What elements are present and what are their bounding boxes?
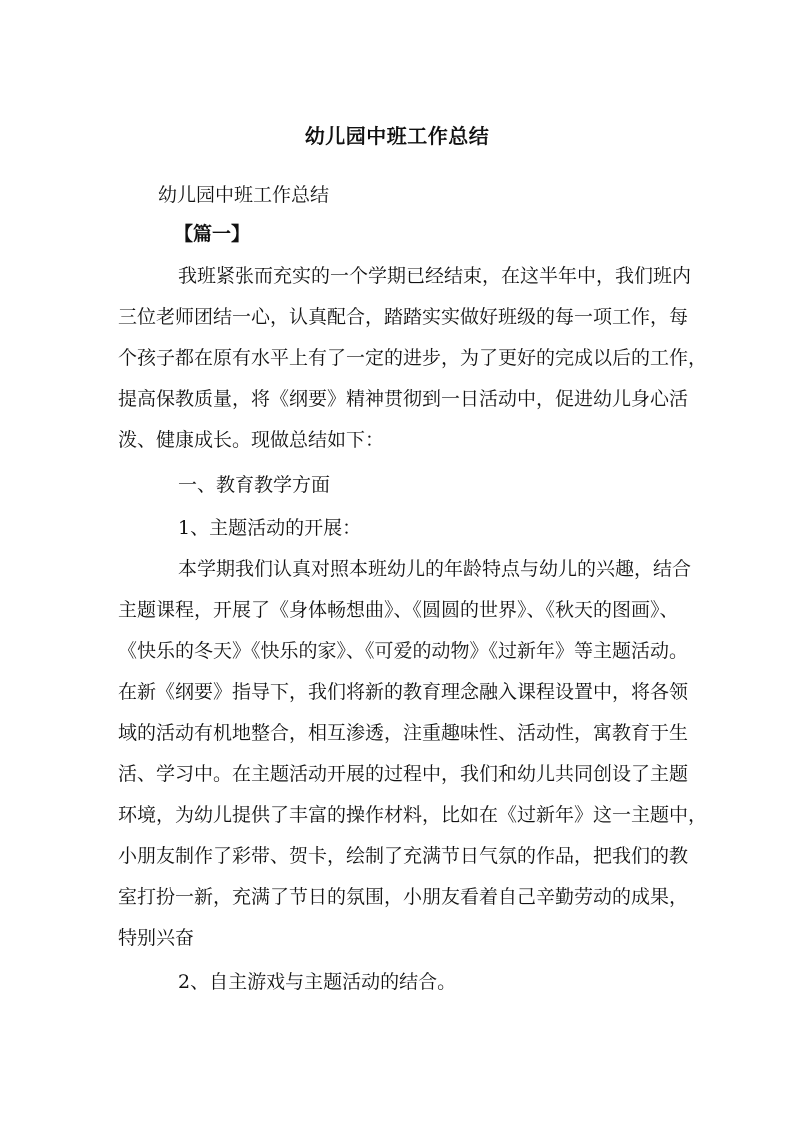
para-line-2: 主题课程，开展了《身体畅想曲》、《圆圆的世界》、《秋天的图画》、: [118, 599, 679, 621]
para-line-8: 小朋友制作了彩带、贺卡，绘制了充满节日气氛的作品，把我们的教: [118, 845, 689, 867]
document-title: 幼儿园中班工作总结: [304, 124, 490, 148]
para-line-4: 在新《纲要》指导下，我们将新的教育理念融入课程设置中，将各领: [118, 681, 689, 703]
heading-education: 一、教育教学方面: [178, 474, 331, 496]
para-line-7: 环境，为幼儿提供了丰富的操作材料，比如在《过新年》这一主题中，: [118, 804, 708, 826]
heading-free-play: 2、自主游戏与主题活动的结合。: [178, 971, 457, 993]
intro-line-4: 提高保教质量，将《纲要》精神贯彻到一日活动中，促进幼儿身心活: [118, 388, 689, 410]
para-line-5: 域的活动有机地整合，相互渗透，注重趣味性、活动性，寓教育于生: [118, 722, 689, 744]
para-line-6: 活、学习中。在主题活动开展的过程中，我们和幼儿共同创设了主题: [118, 763, 689, 785]
para-line-9: 室打扮一新，充满了节日的氛围，小朋友看着自己辛勤劳动的成果，: [118, 886, 689, 908]
intro-line-3: 个孩子都在原有水平上有了一定的进步，为了更好的完成以后的工作，: [118, 347, 708, 369]
intro-line-1: 我班紧张而充实的一个学期已经结束，在这半年中，我们班内: [178, 265, 692, 287]
para-line-3: 《快乐的冬天》《快乐的家》、《可爱的动物》《过新年》等主题活动。: [118, 640, 689, 662]
intro-line-5: 泼、健康成长。现做总结如下：: [118, 429, 385, 451]
section-label: 【篇一】: [174, 223, 251, 245]
intro-line-2: 三位老师团结一心，认真配合，踏踏实实做好班级的每一项工作，每: [118, 306, 689, 328]
document-subtitle: 幼儿园中班工作总结: [158, 184, 330, 206]
para-line-10: 特别兴奋: [118, 927, 195, 949]
heading-theme-activities: 1、主题活动的开展：: [178, 517, 362, 539]
para-line-1: 本学期我们认真对照本班幼儿的年龄特点与幼儿的兴趣，结合: [178, 558, 692, 580]
